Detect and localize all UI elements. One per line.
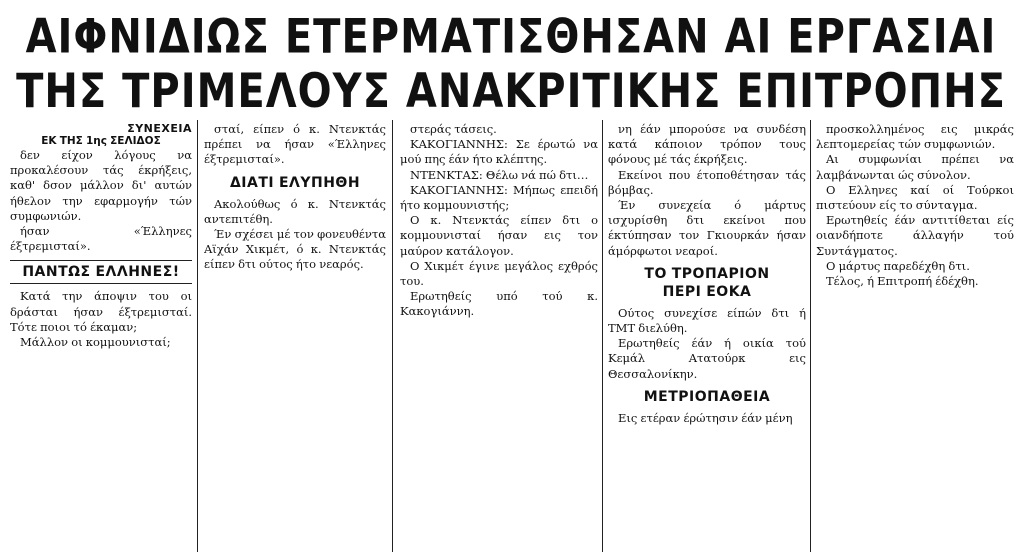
section-heading-line-2: ΠΕΡΙ ΕΟΚΑ	[662, 283, 752, 300]
column-rule	[602, 120, 603, 552]
article-column-4	[608, 122, 806, 550]
paragraph: Εκείνοι που έτοποθέτησαν τάς βόμβας.	[608, 167, 806, 197]
article-column-2	[204, 122, 386, 550]
paragraph: Ερωτηθείς έάν αντιτίθεται είς οιανδήποτε άλλαγήν τού Συντάγματος.	[816, 213, 1014, 258]
paragraph: Αι συμφωνίαι πρέπει να λαμβάνωνται ώς σύνολον.	[816, 152, 1014, 182]
paragraph: ΝΤΕΝΚΤΑΣ: Θέλω νά πώ δτι…	[410, 167, 589, 182]
paragraph: Ακολούθως ό κ. Ντενκτάς αντεπιτέθη.	[204, 196, 386, 226]
paragraph: Μάλλον οι κομμουνισταί;	[20, 335, 171, 350]
paragraph: σταί, είπεν ό κ. Ντενκτάς πρέπει να ήσαν «Έλληνες έξτρεμισταί».	[204, 122, 386, 167]
paragraph: Κατά την άποψιν του οι δράσται ήσαν έξτρεμισταί. Τότε ποιοι τό έκαμαν;	[10, 289, 192, 334]
paragraph: στεράς τάσεις.	[410, 122, 497, 136]
paragraph: δεν είχον λόγους να προκαλέσουν τάς έκρήξεις, καθ' δσον μάλλον δι' αυτών ήθελον την εφαρμογήν τών συμφωνιών.	[10, 148, 192, 223]
paragraph: Τέλος, ή Επιτροπή έδέχθη.	[826, 274, 979, 289]
paragraph: ΚΑΚΟΓΙΑΝΝΗΣ: Μήπως επειδή ήτο κομμουνιστής;	[400, 182, 598, 213]
column-rule	[810, 120, 811, 552]
continuation-sublabel: ΕΚ ΤΗΣ 1ης ΣΕΛΙΔΟΣ	[41, 135, 161, 147]
article-column-3	[400, 122, 598, 550]
column-rule	[197, 120, 198, 552]
section-heading-2: ΜΕΤΡΙΟΠΑΘΕΙΑ	[643, 388, 771, 405]
paragraph: ήσαν «Έλληνες έξτρεμισταί».	[10, 224, 192, 254]
paragraph: Έν συνεχεία ό μάρτυς ισχυρίσθη δτι εκείνοι που έκτύπησαν τον Γκιουρκάν ήσαν άμόρφωτοι νεαροί.	[608, 198, 806, 258]
paragraph: νη έάν μπορούσε να συνδέση κατά κάποιον τρόπον τους φόνους μέ τάς έκρήξεις.	[608, 122, 806, 167]
paragraph: προσκολλημένος εις μικράς λεπτομερείας τών συμφωνιών.	[816, 122, 1014, 152]
paragraph: Ο κ. Ντενκτάς είπεν δτι ο κομμουνισταί ήσαν εις τον μαύρον κατάλογον.	[400, 213, 598, 258]
paragraph: Ούτος συνεχίσε είπών δτι ή ΤΜΤ διελύθη.	[608, 305, 806, 336]
paragraph: Ο Ελληνες καί οί Τούρκοι πιστεύουν είς το σύνταγμα.	[816, 182, 1014, 213]
section-heading	[608, 265, 806, 301]
section-heading-line-1: ΤΟ ΤΡΟΠΑΡΙΟΝ	[644, 265, 770, 282]
paragraph: Έν σχέσει μέ τον φονευθέντα Αϊχάν Χικμέτ, ό κ. Ντενκτάς είπεν δτι ούτος ήτο νεαρός.	[204, 227, 386, 272]
headline	[8, 10, 1014, 128]
paragraph: ΚΑΚΟΓΙΑΝΝΗΣ: Σε έρωτώ να μού πης έάν ήτο κλέπτης.	[400, 137, 598, 167]
headline-line-1: ΑΙΦΝΙΔΙΩΣ ΕΤΕΡΜΑΤΙΣΘΗΣΑΝ ΑΙ ΕΡΓΑΣΙΑΙ	[25, 10, 997, 65]
paragraph: Ερωτηθείς έάν ή οικία τού Κεμάλ Ατατούρκ εις Θεσσαλονίκην.	[608, 336, 806, 381]
section-heading: ΠΑΝΤΩΣ ΕΛΛΗΝΕΣ!	[10, 260, 192, 284]
column-rule	[392, 120, 393, 552]
paragraph: Εις ετέραν έρώτησιν έάν μένη	[618, 410, 793, 425]
paragraph: Ο Χικμέτ έγινε μεγάλος εχθρός του.	[400, 258, 598, 289]
paragraph: Ερωτηθείς υπό τού κ. Κακογιάννη.	[400, 289, 598, 319]
continuation-label: ΣΥΝΕΧΕΙΑ	[127, 122, 192, 135]
section-heading: ΔΙΑΤΙ ΕΛΥΠΗΘΗ	[229, 174, 361, 191]
article-column-5	[816, 122, 1014, 550]
paragraph: Ο μάρτυς παρεδέχθη δτι.	[826, 258, 970, 273]
headline-line-2: ΤΗΣ ΤΡΙΜΕΛΟΥΣ ΑΝΑΚΡΙΤΙΚΗΣ ΕΠΙΤΡΟΠΗΣ	[16, 64, 1006, 119]
article-column-1	[10, 122, 192, 550]
